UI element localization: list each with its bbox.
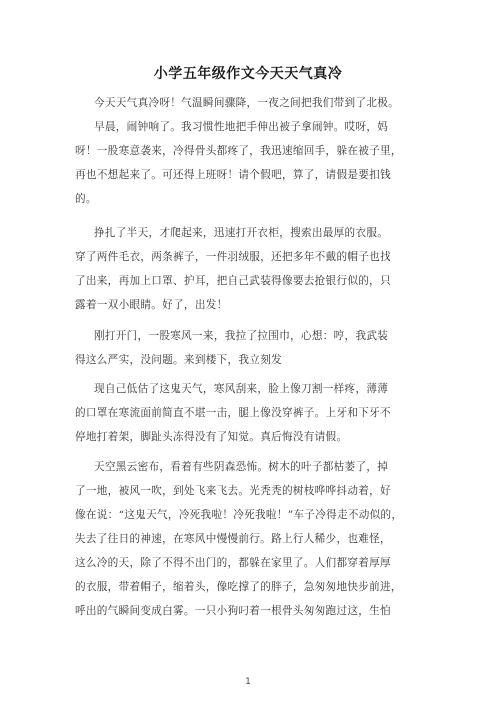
- page-number: 1: [245, 677, 251, 687]
- paragraph-line: 现自己低估了这鬼天气，寒风刮来，脸上像刀割一样疼，薄薄: [94, 383, 389, 395]
- paragraph-line: 的口罩在寒流面前简直不堪一击，腿上像没穿裤子。上牙和下牙不: [75, 407, 391, 419]
- paragraph-line: 这么冷的天，除了不得不出门的，都躲在家里了。人们都穿着厚厚: [75, 557, 391, 569]
- paragraph-line: 挣扎了半天，才爬起来，迅速打开衣柜，搜索出最厚的衣服。: [94, 227, 389, 239]
- paragraph-line: 停地打着架，脚趾头冻得没有了知觉。真后悔没有请假。: [75, 431, 348, 443]
- paragraph-line: 了一地，被风一吹，到处飞来飞去。光秃秃的树枝哗哗抖动着，好: [75, 485, 391, 497]
- paragraph-line: 早晨，闹钟响了。我习惯性地把手伸出被子拿闹钟。哎呀，妈: [94, 121, 389, 133]
- paragraph-line: 天空黑云密布，看着有些阴森恐怖。树木的叶子都枯萎了，掉: [94, 461, 389, 473]
- paragraph-line: 今天天气真冷呀！气温瞬间骤降，一夜之间把我们带到了北极。: [94, 97, 400, 109]
- paragraph-line: 的衣服，带着帽子，缩着头，像吃撑了的胖子，急匆匆地快步前进，: [75, 581, 402, 593]
- paragraph-line: 得这么严实，没问题。来到楼下，我立刻发: [75, 354, 282, 366]
- paragraph-line: 了出来，再加上口罩、护耳，把自己武装得像要去抢银行似的，只: [75, 275, 391, 287]
- paragraph-line: 再也不想起来了。可还得上班呀！请个假吧，算了，请假是要扣钱: [75, 169, 391, 181]
- paragraph-line: 穿了两件毛衣，两条裤子，一件羽绒服，还把多年不戴的帽子也找: [75, 251, 391, 263]
- paragraph-line: 呀！一股寒意袭来，冷得骨头都疼了，我迅速缩回手，躲在被子里，: [75, 145, 402, 157]
- paragraph-line: 像在说：“这鬼天气，冷死我啦！冷死我啦！”车子冷得走不动似的，: [75, 509, 403, 521]
- paragraph-line: 露着一双小眼睛。好了，出发！: [75, 299, 228, 311]
- paragraph-line: 呼出的气瞬间变成白雾。一只小狗叼着一根骨头匆匆跑过这，生怕: [75, 605, 391, 617]
- document-title: 小学五年级作文今天天气真冷: [153, 66, 343, 82]
- paragraph-line: 刚打开门，一股寒风一来，我拉了拉围巾，心想：哼，我武装: [94, 330, 389, 342]
- paragraph-line: 的。: [75, 193, 97, 205]
- paragraph-line: 失去了往日的神速，在寒风中慢慢前行。路上行人稀少，也难怪，: [75, 533, 391, 545]
